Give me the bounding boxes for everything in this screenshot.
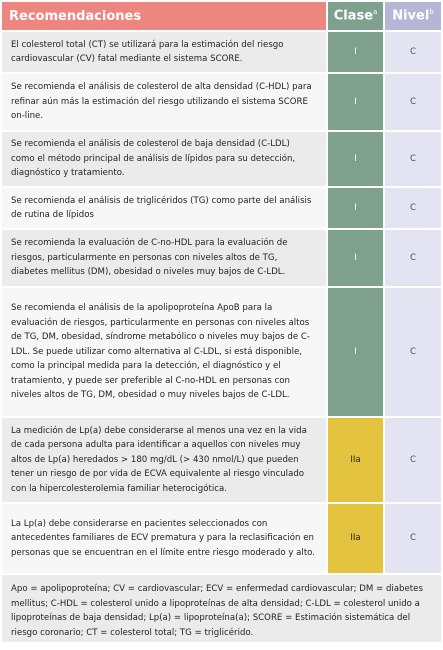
recommendation-text: El colesterol total (CT) se utilizará para la estimación del riesgo cardiovascular (CV) fatal mediante el sistema SCORE. [2,31,327,73]
class-cell: IIa [327,417,384,503]
table-row [2,229,441,287]
class-cell: I [327,287,384,417]
nivel-footnote-mark: b [429,8,434,17]
level-cell: C [384,229,441,287]
table-row [2,131,441,187]
level-cell: C [384,503,441,573]
class-cell: I [327,187,384,229]
recommendations-table [2,2,441,573]
class-cell: I [327,131,384,187]
table-row [2,503,441,573]
table-row [2,31,441,73]
clase-footnote-mark: a [373,8,378,17]
class-cell: IIa [327,503,384,573]
recommendations-table-container [2,2,441,648]
header-recomendaciones: Recomendaciones [2,2,327,31]
table-row [2,417,441,503]
table-row [2,187,441,229]
abbreviations-footnote: Apo = apolipoproteína; CV = cardiovascular; ECV = enfermedad cardiovascular; DM = diabetes mellitus; C-HDL = colesterol unido a lipoproteínas de alta densidad; C-LDL = colesterol unido a lipoproteínas de baja densidad; Lp(a) = lipoproteína(a); SCORE = Estimación sistemática del riesgo coronario; CT = colesterol total; TG = triglicérido. [2,575,441,642]
header-nivel: Nivel$^b$ [384,2,441,31]
level-cell: C [384,31,441,73]
level-cell: C [384,73,441,131]
class-cell: I [327,229,384,287]
class-cell: I [327,31,384,73]
recommendation-text: Se recomienda el análisis de colesterol de baja densidad (C-LDL) como el método principal de análisis de lípidos para su detección, diagnóstico y tratamiento. [2,131,327,187]
level-cell: C [384,417,441,503]
table-header-row [2,2,441,31]
level-cell: C [384,187,441,229]
recommendation-text: Se recomienda la evaluación de C-no-HDL para la evaluación de riesgos, particularmente en personas con niveles altos de TG, diabetes mellitus (DM), obesidad o niveles muy bajos de C-LDL. [2,229,327,287]
recommendation-text: La medición de Lp(a) debe considerarse al menos una vez en la vida de cada persona adulta para identificar a aquellos con niveles muy altos de Lp(a) heredados > 180 mg/dL (> 430 nmol/L) que pueden tener un riesgo de por vida de ECVA equivalente al riesgo vinculado con la hipercolesterolemia familiar heterocigótica. [2,417,327,503]
recommendation-text: Se recomienda el análisis de colesterol de alta densidad (C-HDL) para refinar aún más la estimación del riesgo utilizando el sistema SCORE on-line. [2,73,327,131]
class-cell: I [327,73,384,131]
table-row [2,287,441,417]
table-row [2,73,441,131]
recommendation-text: La Lp(a) debe considerarse en pacientes seleccionados con antecedentes familiares de ECV prematura y para la reclasificación en personas que se encuentran en el límite entre riesgo moderado y alto. [2,503,327,573]
level-cell: C [384,287,441,417]
level-cell: C [384,131,441,187]
recommendation-text: Se recomienda el análisis de la apolipoproteína ApoB para la evaluación de riesgos, particularmente en personas con niveles altos de TG, DM, obesidad, síndrome metabólico o niveles muy bajos de C-LDL. Se puede utilizar como alternativa al C-LDL, si está disponible, como la principal medida para la detección, el diagnóstico y el tratamiento, y puede ser preferible al C-no-HDL en personas con niveles altos de TG, DM, obesidad o muy niveles bajos de C-LDL. [2,287,327,417]
header-clase: Clase$^a$ [327,2,384,31]
recommendation-text: Se recomienda el análisis de triglicéridos (TG) como parte del análisis de rutina de lípidos [2,187,327,229]
